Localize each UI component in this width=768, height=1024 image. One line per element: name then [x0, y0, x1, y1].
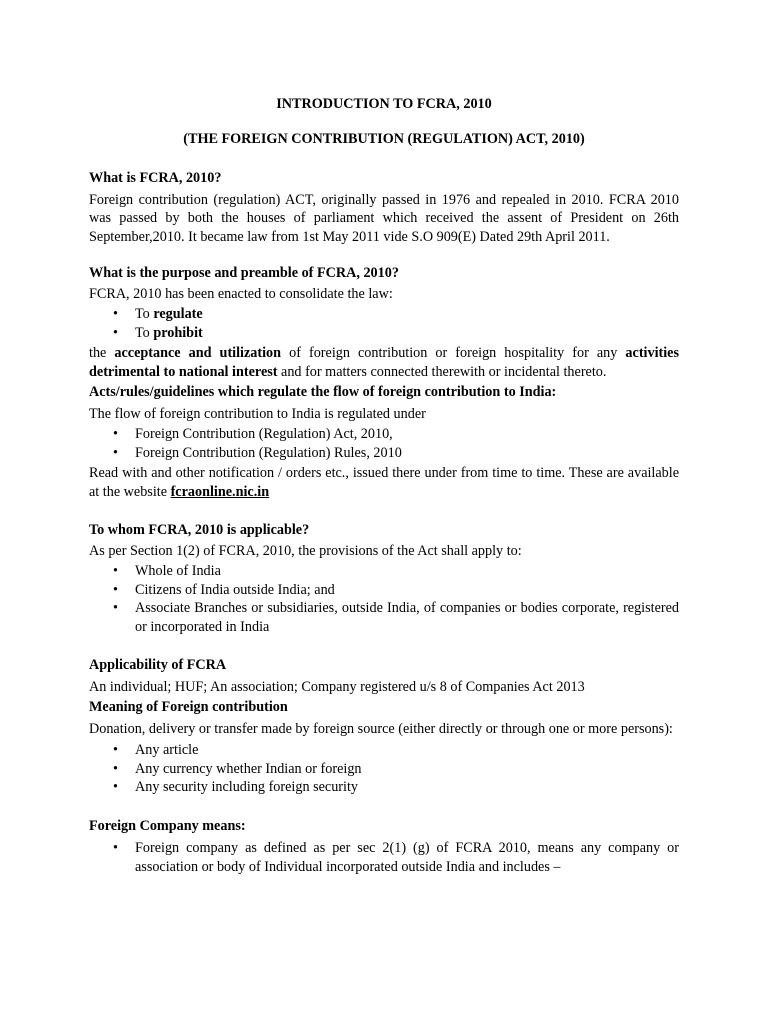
text-run: and for matters connected therewith or incidental thereto. [277, 363, 607, 380]
list-item [89, 741, 679, 760]
bullet-list [89, 741, 679, 797]
bullet-list [89, 425, 679, 462]
bullet-icon: • [113, 324, 118, 341]
section-heading: What is the purpose and preamble of FCRA, 2010? [89, 265, 399, 281]
bullet-list [89, 562, 679, 636]
section-foreign-company [89, 817, 679, 877]
section-body: An individual; HUF; An association; Company registered u/s 8 of Companies Act 2013 [89, 678, 585, 695]
list-item-text: Whole of India [135, 563, 221, 579]
section-heading: What is FCRA, 2010? [89, 170, 222, 186]
list-item [89, 562, 679, 581]
bullet-icon: • [113, 742, 118, 758]
list-item [89, 425, 679, 444]
section-heading: Acts/rules/guidelines which regulate the flow of foreign contribution to India: [89, 384, 557, 400]
list-item [89, 599, 679, 636]
list-item [89, 444, 679, 463]
section-body: Donation, delivery or transfer made by foreign source (either directly or through one or more persons): [89, 720, 673, 737]
list-item-text: Any security including foreign security [135, 779, 359, 795]
document-page [89, 95, 679, 876]
section-heading: Applicability of FCRA [89, 657, 227, 673]
bullet-icon: • [113, 444, 118, 461]
list-item-prefix: To [135, 324, 154, 341]
section-heading: Foreign Company means: [89, 817, 246, 834]
list-item [89, 305, 679, 324]
section-purpose [89, 264, 679, 381]
list-item-text: Foreign Contribution (Regulation) Rules, 2010 [135, 444, 402, 461]
bullet-icon: • [113, 581, 118, 598]
list-item-text: Associate Branches or subsidiaries, outside India, of companies or bodies corporate, registered or incorporated in India [135, 600, 679, 635]
bullet-list [89, 839, 679, 876]
section-body: Foreign contribution (regulation) ACT, originally passed in 1976 and repealed in 2010. FCRA 2010 was passed by both the houses of parliament which received the assent of President on 26th September,2010. It became law from 1st May 2011 vide S.O 909(E) Dated 29th April 2011. [89, 191, 679, 245]
section-meaning [89, 698, 679, 797]
section-intro: As per Section 1(2) of FCRA, 2010, the provisions of the Act shall apply to: [89, 542, 522, 559]
bullet-list [89, 305, 679, 342]
section-applicable [89, 521, 679, 636]
section-heading: Meaning of Foreign contribution [89, 699, 288, 715]
list-item-text: Citizens of India outside India; and [135, 581, 335, 598]
section-applicability [89, 656, 679, 696]
section-acts [89, 383, 679, 501]
text-run-bold: activities detrimental to national interest [89, 345, 679, 380]
section-intro: FCRA, 2010 has been enacted to consolidate the law: [89, 285, 393, 302]
document-title: INTRODUCTION TO FCRA, 2010 [276, 96, 492, 112]
text-run: the [89, 345, 115, 361]
note-text: Read with and other notification / orders etc., issued there under from time to time. These are available at the website [89, 465, 679, 500]
list-item [89, 760, 679, 779]
list-item [89, 581, 679, 600]
bullet-icon: • [113, 306, 118, 322]
text-run-bold: acceptance and utilization [114, 345, 282, 361]
document-subtitle: (THE FOREIGN CONTRIBUTION (REGULATION) ACT, 2010) [183, 130, 585, 147]
text-run: of foreign contribution or foreign hospitality for any [281, 345, 626, 361]
list-item-text: Any currency whether Indian or foreign [135, 760, 362, 777]
website-link[interactable]: fcraonline.nic.in [170, 483, 270, 500]
list-item [89, 839, 679, 876]
list-item-text: Foreign company as defined as per sec 2(1) (g) of FCRA 2010, means any company or association or body of Individual incorporated outside India and includes – [135, 840, 679, 875]
list-item-bold: prohibit [153, 324, 203, 341]
bullet-icon: • [113, 840, 118, 856]
list-item-text: Foreign Contribution (Regulation) Act, 2010, [135, 426, 393, 442]
bullet-icon: • [113, 779, 118, 795]
bullet-icon: • [113, 426, 118, 442]
bullet-icon: • [113, 760, 118, 777]
section-note [89, 464, 679, 501]
list-item-bold: regulate [153, 306, 203, 322]
section-heading: To whom FCRA, 2010 is applicable? [89, 522, 310, 538]
section-intro: The flow of foreign contribution to India is regulated under [89, 405, 426, 422]
bullet-icon: • [113, 563, 118, 579]
bullet-icon: • [113, 600, 118, 616]
section-what-is [89, 169, 679, 246]
list-item-prefix: To [135, 306, 154, 322]
list-item [89, 324, 679, 343]
list-item [89, 778, 679, 797]
list-item-text: Any article [135, 742, 199, 758]
section-continuation [89, 344, 679, 381]
